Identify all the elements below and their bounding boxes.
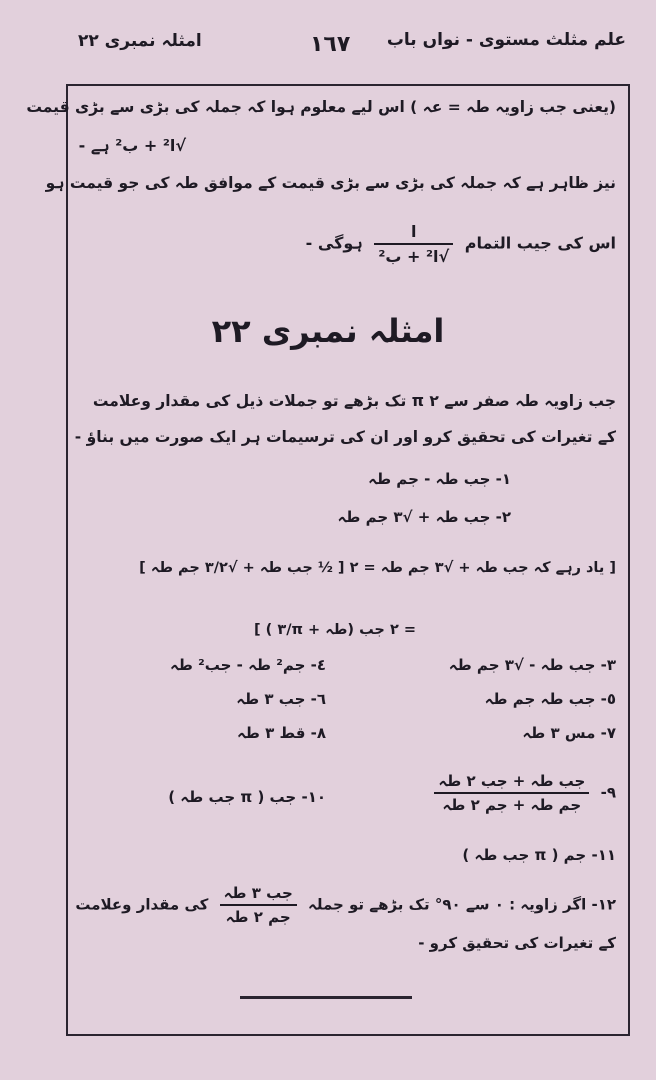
exercise-12-text-a: ١٢- اگر زاویہ : ٠ سے ٩٠° تک بڑھے تو جملہ [308,895,616,914]
exercise-3: ٣- جب طہ - √٣ جم طہ [448,656,616,674]
exercise-7: ٧- مس ٣ طہ [522,724,616,742]
exercise-12-text-b: کی مقدار وعلامت [75,895,209,914]
end-rule [240,996,412,999]
running-header-chapter: علم مثلث مستوی - نواں باب [386,30,626,50]
intro-line-4-text: اس کی جیب التمام [464,233,616,253]
intro-fraction-numerator: ا [374,222,453,245]
exercise-12-numerator: جب ٣ طہ [220,884,297,906]
intro-line-4 [306,222,616,266]
para-line-1: جب زاویہ طہ صفر سے ٢ π تک بڑھے تو جملات ذیل کی مقدار وعلامت [92,392,616,410]
exercise-1: ١- جب طہ - جم طہ [368,470,511,488]
exercise-4: ٤- جم² طہ - جب² طہ [170,656,326,674]
exercise-9-fraction [434,772,589,814]
note-line-2: = ٢ جب (طہ + π/٣ ) ] [254,622,416,638]
exercise-9-numerator: جب طہ + جب ٢ طہ [434,772,589,794]
para-line-2: کے تغیرات کی تحقیق کرو اور ان کی ترسیمات ہر ایک صورت میں بناؤ - [74,428,616,446]
exercise-12-denominator: جم ٢ طہ [225,908,291,926]
intro-line-4-end: ہوگی - [305,233,363,253]
exercise-12-fraction [220,884,297,926]
running-header-section: امثلہ نمبری ٢٢ [78,31,202,51]
exercise-2: ٢- جب طہ + √٣ جم طہ [337,508,511,526]
exercise-8: ٨- قط ٣ طہ [236,724,326,742]
exercise-9-label: ٩- [600,783,616,802]
section-heading: امثلہ نمبری ٢٢ [211,312,445,350]
exercise-9-denominator: جم طہ + جم ٢ طہ [442,796,582,814]
intro-line-2: √ا² + ب² ہے - [78,136,186,155]
intro-fraction-denominator: √ا² + ب² [378,247,450,266]
exercise-12-line-2: کے تغیرات کی تحقیق کرو - [418,934,616,952]
exercise-9 [428,772,616,814]
intro-fraction [374,222,453,266]
exercise-11: ١١- جم ( π جب طہ ) [462,846,616,864]
exercise-12 [75,884,616,926]
exercise-6: ٦- جب ٣ طہ [236,690,326,708]
exercise-10: ١٠- جب ( π جب طہ ) [168,788,326,806]
page-number: ١٦٧ [310,32,351,57]
intro-line-1: (یعنی جب زاویہ طہ = عہ ) اس لیے معلوم ہوا کہ جملہ کی بڑی سے بڑی قیمت [26,98,616,116]
note-line-1: [ یاد رہے کہ جب طہ + √٣ جم طہ = ٢ [ ½ جب طہ + √٣/٢ جم طہ ] [139,560,616,576]
exercise-5: ٥- جب طہ جم طہ [484,690,616,708]
intro-line-3: نیز ظاہر ہے کہ جملہ کی بڑی سے بڑی قیمت کے موافق طہ کی جو قیمت ہو [45,174,616,192]
